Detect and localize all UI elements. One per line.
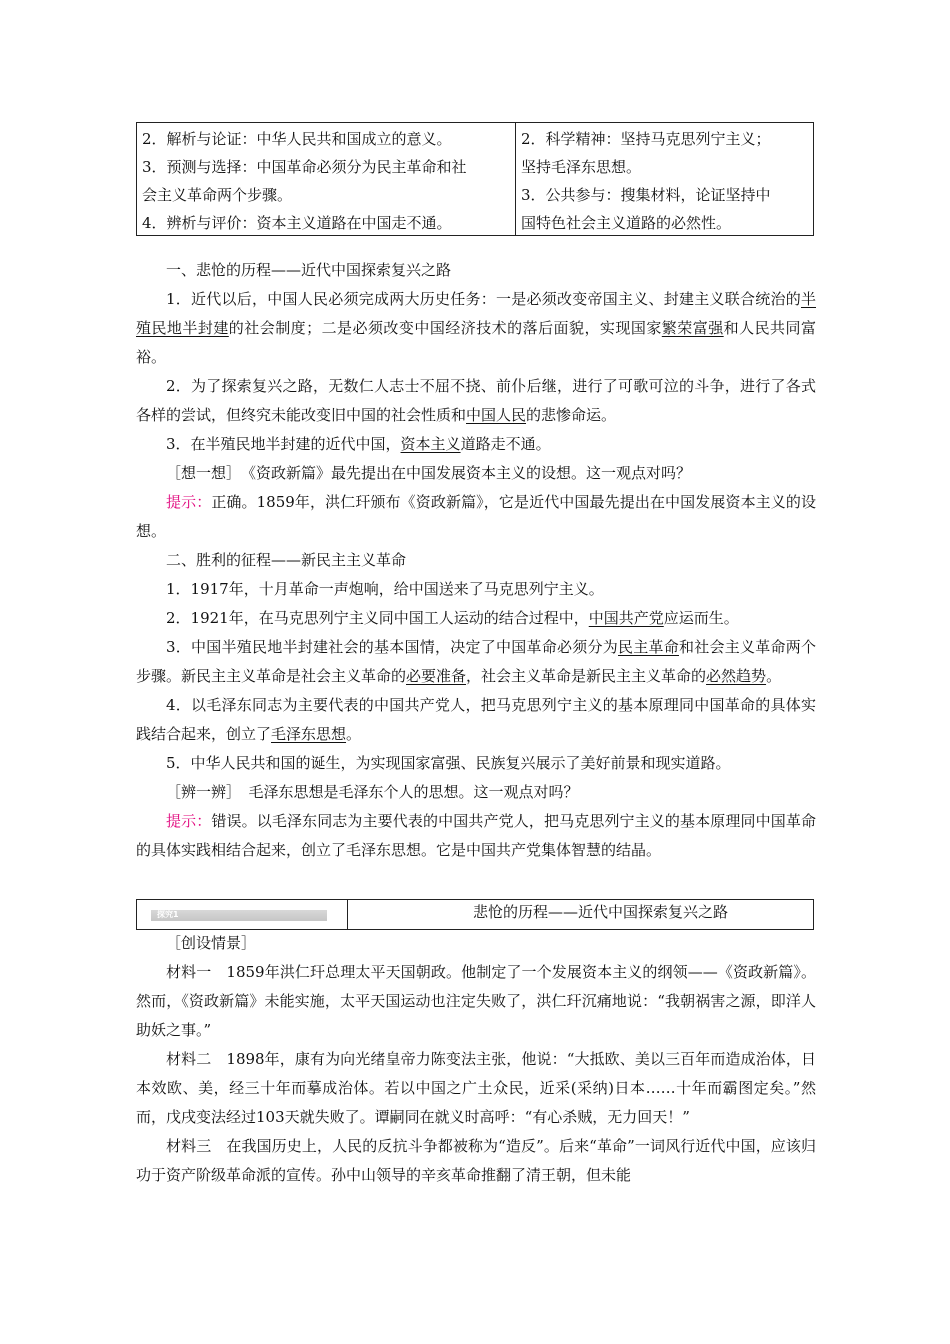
underlined-answer: 毛泽东思想 [271, 725, 347, 743]
main-text [136, 256, 816, 865]
explore-header [136, 899, 814, 930]
section-heading: 一、悲怆的历程——近代中国探索复兴之路 [166, 261, 452, 279]
text: ，社会主义革命是新民主主义革命的 [466, 667, 707, 685]
objectives-table [136, 122, 814, 236]
table-line: 2．解析与论证：中华人民共和国成立的意义。 [142, 130, 452, 148]
underlined-answer: 半殖民地半封建 [136, 290, 816, 337]
hint-text: 错误。以毛泽东同志为主要代表的中国共产党人，把马克思列宁主义的基本原理同中国革命的具体实践相结合起来，创立了毛泽东思想。它是中国共产党集体智慧的结晶。 [136, 812, 816, 859]
text: 4．以毛泽东同志为主要代表的中国共产党人，把马克思列宁主义的基本原理同中国革命的具体实践结合起来，创立了 [136, 696, 816, 743]
table-line: 3．预测与选择：中国革命必须分为民主革命和社 [142, 158, 467, 176]
text: 。 [346, 725, 362, 743]
material-paragraph: 材料三 在我国历史上，人民的反抗斗争都被称为“造反”。后来“革命”一词风行近代中国，应该归功于资产阶级革命派的宣传。孙中山领导的辛亥革命推翻了清王朝，但未能 [136, 1137, 816, 1184]
objectives-right-cell [516, 123, 813, 235]
underlined-answer: 资本主义 [400, 435, 461, 453]
paragraph: 1．1917年，十月革命一声炮响，给中国送来了马克思列宁主义。 [166, 580, 604, 598]
explore-tag-label: 探究1 [157, 910, 179, 919]
think-question: ［想一想］ 《资政新篇》最先提出在中国发展资本主义的设想。这一观点对吗？ [166, 464, 692, 482]
underlined-answer: 中国人民 [466, 406, 527, 424]
section-heading: 二、胜利的征程——新民主主义革命 [166, 551, 407, 569]
text: 道路走不通。 [460, 435, 551, 453]
text: 1．近代以后，中国人民必须完成两大历史任务：一是必须改变帝国主义、封建主义联合统治的 [166, 290, 801, 308]
hint-label: 提示： [166, 812, 212, 830]
paragraph [136, 604, 816, 633]
text: 和人民共同富裕。 [136, 319, 816, 366]
hint-label: 提示： [166, 493, 212, 511]
text: 2．为了探索复兴之路，无数仁人志士不屈不挠、前仆后继，进行了可歌可泣的斗争，进行了各式各样的尝试，但终究未能改变旧中国的社会性质和 [136, 377, 816, 424]
explore-tag-banner [151, 910, 327, 921]
hint-paragraph [136, 488, 816, 546]
objectives-left-cell [137, 123, 516, 235]
explore-title: 悲怆的历程——近代中国探索复兴之路 [472, 903, 728, 921]
text: 和社会主义革命两个步骤。新民主主义革命是社会主义革命的 [136, 638, 816, 685]
text: 2．1921年，在马克思列宁主义同中国工人运动的结合过程中， [166, 609, 589, 627]
text: 的社会制度；二是必须改变中国经济技术的落后面貌，实现国家 [228, 319, 662, 337]
table-line: 会主义革命两个步骤。 [142, 186, 293, 204]
material-paragraph: 材料二 1898年，康有为向光绪皇帝力陈变法主张，他说：“大抵欧、美以三百年而造成治体，日本效欧、美，经三十年而摹成治体。若以中国之广土众民，近采(采纳)日本……十年而霸图定矣。”然而，戊戌变法经过103天就失败了。谭嗣同在就义时高呼：“有心杀贼，无力回天！” [136, 1050, 816, 1126]
table-line: 4．辨析与评价：资本主义道路在中国走不通。 [142, 214, 452, 232]
paragraph [136, 372, 816, 430]
paragraph [136, 430, 816, 459]
explore-tag-cell [137, 900, 348, 929]
text: 3．在半殖民地半封建的近代中国， [166, 435, 401, 453]
paragraph: 5．中华人民共和国的诞生，为实现国家富强、民族复兴展示了美好前景和现实道路。 [166, 754, 731, 772]
text: 。 [766, 667, 782, 685]
text: 3．中国半殖民地半封建社会的基本国情，决定了中国革命必须分为 [166, 638, 618, 656]
distinguish-question: ［辨一辨］ 毛泽东思想是毛泽东个人的思想。这一观点对吗？ [166, 783, 579, 801]
table-line: 3．公共参与：搜集材料，论证坚持中 [521, 186, 771, 204]
scenario-text [136, 929, 816, 1190]
paragraph [136, 633, 816, 691]
scenario-label: ［创设情景］ [166, 934, 257, 952]
underlined-answer: 必然趋势 [706, 667, 767, 685]
table-line: 国特色社会主义道路的必然性。 [521, 214, 732, 232]
table-line: 2．科学精神：坚持马克思列宁主义； [521, 130, 771, 148]
hint-text: 正确。1859年，洪仁玕颁布《资政新篇》，它是近代中国最先提出在中国发展资本主义的设想。 [136, 493, 816, 540]
underlined-answer: 繁荣富强 [661, 319, 724, 337]
text: 的悲惨命运。 [526, 406, 617, 424]
material-paragraph: 材料一 1859年洪仁玕总理太平天国朝政。他制定了一个发展资本主义的纲领——《资政新篇》。然而，《资政新篇》未能实施，太平天国运动也注定失败了，洪仁玕沉痛地说：“我朝祸害之源，即洋人助妖之事。” [136, 963, 816, 1039]
paragraph [136, 691, 816, 749]
underlined-answer: 中国共产党 [588, 609, 664, 627]
hint-paragraph [136, 807, 816, 865]
underlined-answer: 民主革命 [618, 638, 679, 656]
paragraph [136, 285, 816, 372]
table-line: 坚持毛泽东思想。 [521, 158, 642, 176]
underlined-answer: 必要准备 [406, 667, 467, 685]
text: 应运而生。 [663, 609, 739, 627]
